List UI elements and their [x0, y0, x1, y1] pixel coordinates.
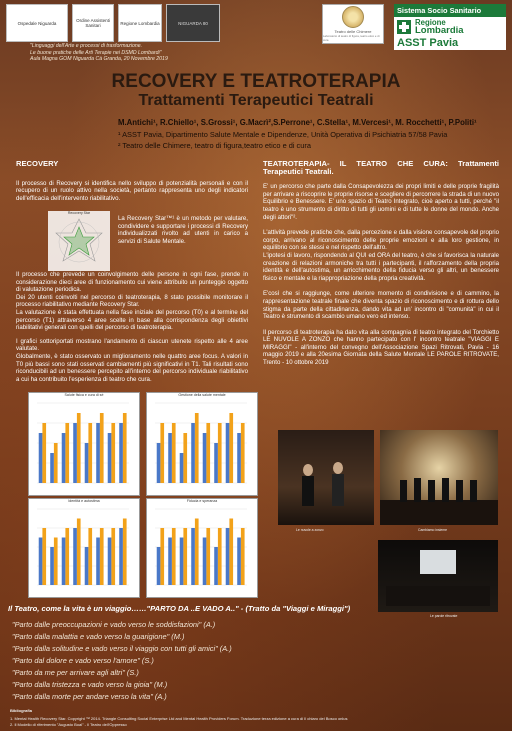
bar-t0 — [108, 538, 112, 586]
sun-icon — [342, 6, 364, 28]
bar-t1 — [195, 413, 199, 483]
teatroterapia-heading: TEATROTERAPIA- IL TEATRO CHE CURA: Trattamenti Terapeutici Teatrali. — [263, 159, 499, 176]
bar-chart — [147, 397, 255, 491]
poster-subtitle: Trattamenti Terapeutici Teatrali — [138, 92, 374, 109]
bar-t1 — [123, 413, 127, 483]
chart-salute-fisica: Salute fisica e cura di sé — [28, 392, 140, 496]
bar-t0 — [85, 547, 89, 585]
photo-performance-1 — [278, 430, 374, 525]
bar-t0 — [191, 423, 195, 483]
quote-3: "Parto dalla solitudine e vado verso il viaggio con tutti gli amici" (A.) — [12, 644, 232, 653]
bar-t0 — [214, 547, 218, 585]
bar-t1 — [183, 528, 187, 585]
caption-1: Le nuvole a zonzo — [296, 528, 324, 532]
biblio-2: 2. Il Modello di riferimento "Augusto Boal" - Il Teatro dell'Oppresso — [10, 722, 127, 727]
quote-5: "Parto da me per arrivare agli altri" (S.) — [12, 668, 139, 677]
bar-t1 — [218, 528, 222, 585]
bar-t1 — [241, 423, 245, 483]
photo-performance-2 — [380, 430, 498, 525]
bar-t0 — [226, 423, 230, 483]
bar-t1 — [54, 538, 58, 586]
quote-6: "Parto dalla tristezza e vado verso la gioia" (M.) — [12, 680, 168, 689]
bar-t1 — [172, 423, 176, 483]
quote-7: "Parto dalla morte per andare verso la vita" (A.) — [12, 692, 167, 701]
bar-t1 — [123, 519, 127, 586]
bar-t0 — [119, 423, 123, 483]
bar-chart — [147, 503, 255, 593]
bar-t1 — [195, 519, 199, 586]
niguarda-logo: Ospedale Niguarda — [6, 4, 68, 42]
poster-title: RECOVERY E TEATROTERAPIA — [111, 71, 401, 92]
biblio-1: 1. Mental Health Recovery Star. Copyright ™ 2014. Triangle Consulting Social Enterprise Ltd and Mental Health Providers Forum. Traduzione terza edizione a cura di Il chiaro del Bosco onlus — [10, 716, 348, 721]
bar-t1 — [88, 528, 92, 585]
bar-t1 — [172, 528, 176, 585]
bar-t0 — [203, 538, 207, 586]
recovery-section — [16, 160, 248, 202]
bar-t0 — [62, 433, 66, 483]
bar-t0 — [96, 423, 100, 483]
cross-icon — [397, 20, 411, 34]
bar-t1 — [206, 423, 210, 483]
bar-t0 — [180, 453, 184, 483]
bar-t0 — [157, 443, 161, 483]
bar-t1 — [229, 519, 233, 586]
bar-t0 — [168, 433, 172, 483]
bar-t1 — [77, 519, 81, 586]
silhouettes-icon — [278, 430, 374, 525]
affiliation-1: ¹ ASST Pavia, Dipartimento Salute Mentale e Dipendenze, Unità Operativa di Psichiatria 57/58 Pavia — [118, 130, 448, 139]
bar-t0 — [203, 433, 207, 483]
bar-t0 — [62, 538, 66, 586]
bar-t0 — [180, 538, 184, 586]
bar-t0 — [237, 538, 241, 586]
ordine-logo: Ordine Assistenti Sanitari — [72, 4, 114, 42]
niguarda80-logo: NIGUARDA 80 — [166, 4, 220, 42]
bar-t0 — [73, 423, 77, 483]
bar-t1 — [65, 528, 69, 585]
bar-t0 — [119, 528, 123, 585]
bar-t1 — [111, 528, 115, 585]
bar-t1 — [42, 423, 46, 483]
conference-info: "Linguaggi dell'Arte e processi di trasformazione. Le buone pratiche delle Arti Terapie nei DSMD Lombardi" Aula Magna GOM Niguarda Cà Granda, 20 Novembre 2019 — [30, 43, 168, 63]
bar-t1 — [54, 443, 58, 483]
regione-lombardia-logo: Sistema Socio Sanitario Regione Lombardia ASST Pavia — [394, 4, 506, 50]
screen-icon — [378, 540, 498, 612]
bar-t0 — [39, 538, 43, 586]
bar-t0 — [96, 538, 100, 586]
recovery-star-icon — [48, 215, 110, 269]
quotes-title: Il Teatro, come la vita è un viaggio……"PARTO DA ..E VADO A.." - (Tratto da "Viaggi e Miraggi") — [8, 604, 351, 613]
bar-t1 — [241, 528, 245, 585]
partner-logos — [6, 4, 296, 42]
bar-t0 — [191, 528, 195, 585]
bar-t1 — [160, 423, 164, 483]
bar-t1 — [100, 413, 104, 483]
quote-2: "Parto dalla malattia e vado verso la guarigione" (M.) — [12, 632, 185, 641]
bar-t1 — [183, 433, 187, 483]
authors: M.Antichi¹, R.Chiello¹, S.Grossi¹, G.Macrì²,S.Perrone¹, C.Stella¹, M.Vercesi¹, M. Rocchetti¹, P.Politi¹ — [118, 118, 477, 127]
recovery-heading: RECOVERY — [16, 159, 59, 168]
affiliation-2: ² Teatro delle Chimere, teatro di figura,teatro etico e di cura — [118, 141, 311, 150]
recovery-p1: Il processo di Recovery si identifica nello sviluppo di potenzialità personali e con il recupero di un ruolo attivo nella società, pertanto rappresenta uno degli indicatori dell'efficacia dell'intervento riabilitativo. — [16, 179, 248, 202]
bar-t0 — [50, 453, 54, 483]
chart-identita: Identità e autostima — [28, 498, 140, 598]
chart-fiducia: Fiducia e speranza — [146, 498, 258, 598]
bar-t0 — [85, 443, 89, 483]
bar-t0 — [73, 528, 77, 585]
caption-2: Cambiamo insieme — [418, 528, 448, 532]
bar-t1 — [229, 413, 233, 483]
bar-t1 — [77, 413, 81, 483]
photo-conference — [378, 540, 498, 612]
bar-t0 — [157, 547, 161, 585]
bar-t1 — [160, 528, 164, 585]
bar-t0 — [50, 547, 54, 585]
recovery-body: Il processo che prevede un coinvolgimento delle persone in ogni fase, prende in considerazione dieci aree di funzionamento cui viene attribuito un punteggio oggetto di valutazione periodica. Dei 20 utenti coinvolti nel percorso di teatroterapia, 8 stato possibile monitorare il processo riabilitativo mediante Recovery Star. La valutazione è stata effettuata nella fase iniziale del percorso (T0) e al termine del percorso (T1) attraverso 4 aree scelte in base alla corrispondenza degli obiettivi riabilitativi generali con quelli del percorso di teatroterapia. I grafici sottoriportati mostrano l'andamento di ciascun utenete rispetto alle 4 aree valutate. Globalmente, è stato osservato un miglioramento nelle quattro aree focus. A valori in T0 più bassi sono stati osservati cambiamenti più significativi in T1. Tali risultati sono riconducibili ad un benessere percepito all'interno del percorso individuale riabilitativo a cui ha contribuito l'esperienza di teatro che cura. — [16, 271, 248, 383]
bar-t0 — [214, 443, 218, 483]
bar-chart — [29, 397, 137, 491]
bar-chart — [29, 503, 137, 593]
bar-t0 — [226, 528, 230, 585]
biblio-title: Bibliografia — [10, 708, 33, 713]
teatroterapia-section: TEATROTERAPIA- IL TEATRO CHE CURA: Trattamenti Terapeutici Teatrali. E' un percorso che parte dalla Consapevolezza dei propri limiti e delle proprie fragilità per arrivare a riscoprire le proprie risorse e scegliere di percorrere la strada di un nuovo Equilibrio e Benessere. E' uno spazio di Teatro Integrato, cioè aperto a tutti, perché "il teatro è uno strumento di diritto di tutti gli uomini e di tutte le donne del mondo. Anche degli attori"². L'attività prevede pratiche che, dalla percezione e dalla visione consapevole del proprio corpo, arrivano al riconoscimento delle proprie emozioni e alla loro gestione, in equilibrio con se stessi e nel rispetto dell'altro. L'ipotesi di lavoro, rispondendo al QUI ed ORA del teatro, è che si favorisca la naturale creazione di relazioni armoniche tra tutti i partecipanti, il rafforzamento della propria identità e dell'autostima, un arricchimento della fiducia verso gli altri, un benessere fisico e mentale e la riappropriazione della propria creatività. E'così che si raggiunge, come ulteriore momento di condivisione e di cammino, la rappresentazione teatrale finale che diventa spazio di riconoscimento e di rottura dello stigma da parte della cittadinanza, dando vita ad un' incontro di "comunità" in cui il Teatro è strumento di scambio umano vero ed intenso. Il percorso di teatroterapia ha dato vita alla compagnia di teatro integrato del Torchietto LE NUVOLE A ZONZO che hanno partecipato con l' incontro teatrale "VIAGGI E MIRAGGI" - all'interno del convegno dell'Associazione Spazi Ritrovati, Pavia - 16 maggio 2019 e alla 20esima Giornata della Salute Mentale LE PAROLE RITROVATE, Trento - 10 ottobre 2019 — [263, 159, 499, 367]
bar-t1 — [42, 528, 46, 585]
group-icon — [380, 430, 498, 525]
bar-t1 — [206, 528, 210, 585]
regione-small-logo: Regione Lombardia — [118, 4, 162, 42]
caption-3: Le parole ritrovate — [430, 614, 458, 618]
bar-t0 — [108, 433, 112, 483]
bar-t0 — [39, 433, 43, 483]
teatro-chimere-logo: Teatro delle Chimere Laboratorio di teatro di figura, teatro etico e di cura — [322, 4, 384, 44]
bar-t1 — [88, 423, 92, 483]
recovery-star-text: La Recovery Star™¹ è un metodo per valutare, condividere e supportare i processi di Recovery individualizzati rivolto ad utenti in carico a servizi di Salute Mentale. — [118, 215, 248, 245]
bar-t1 — [65, 423, 69, 483]
recovery-star-diagram: Recovery Star — [48, 211, 110, 271]
bar-t0 — [168, 538, 172, 586]
chart-gestione-salute: Gestione della salute mentale — [146, 392, 258, 496]
bar-t0 — [237, 433, 241, 483]
bar-t1 — [111, 423, 115, 483]
bar-t1 — [218, 423, 222, 483]
quote-1: "Parto dalle preoccupazioni e vado verso le soddisfazioni" (A.) — [12, 620, 216, 629]
bar-t1 — [100, 528, 104, 585]
quote-4: "Parto dal dolore e vado verso l'amore" (S.) — [12, 656, 154, 665]
